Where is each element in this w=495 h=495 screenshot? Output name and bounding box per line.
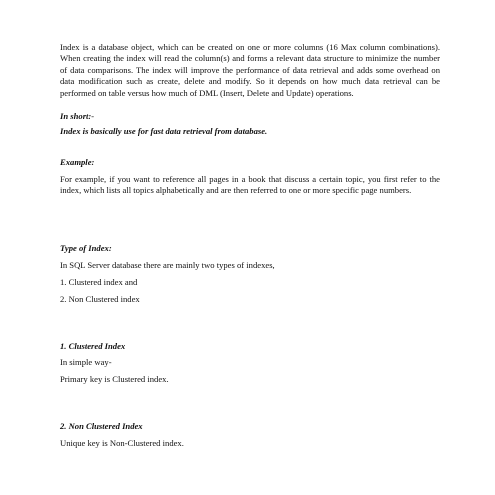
type-of-index-heading: Type of Index: bbox=[60, 243, 112, 253]
in-short-text: Index is basically use for fast data retrieval from database. bbox=[60, 126, 268, 136]
type-list-item-1: 1. Clustered index and bbox=[60, 277, 138, 287]
in-short-heading: In short:- bbox=[60, 111, 95, 121]
example-heading: Example: bbox=[60, 157, 95, 167]
clustered-simple-way-text: In simple way- bbox=[60, 357, 112, 367]
type-list-item-2: 2. Non Clustered index bbox=[60, 294, 140, 304]
clustered-index-text: Primary key is Clustered index. bbox=[60, 374, 169, 384]
non-clustered-index-heading: 2. Non Clustered Index bbox=[60, 421, 143, 431]
example-paragraph: For example, if you want to reference all pages in a book that discuss a certain topic, you first refer to the index, which lists all topics alphabetically and are then referred to one or more specific page numbers. bbox=[60, 174, 440, 196]
clustered-index-heading: 1. Clustered Index bbox=[60, 341, 126, 351]
non-clustered-index-text: Unique key is Non-Clustered index. bbox=[60, 438, 184, 448]
types-intro-text: In SQL Server database there are mainly two types of indexes, bbox=[60, 260, 275, 270]
intro-paragraph: Index is a database object, which can be created on one or more columns (16 Max column combinations). When creating the index will read the column(s) and forms a relevant data structure to minimize the number of data comparisons. The index will improve the performance of data retrieval and adds some overhead on data modification such as create, delete and modify. So it depends on how much data retrieval can be performed on table versus how much of DML (Insert, Delete and Update) operations. bbox=[60, 42, 440, 98]
